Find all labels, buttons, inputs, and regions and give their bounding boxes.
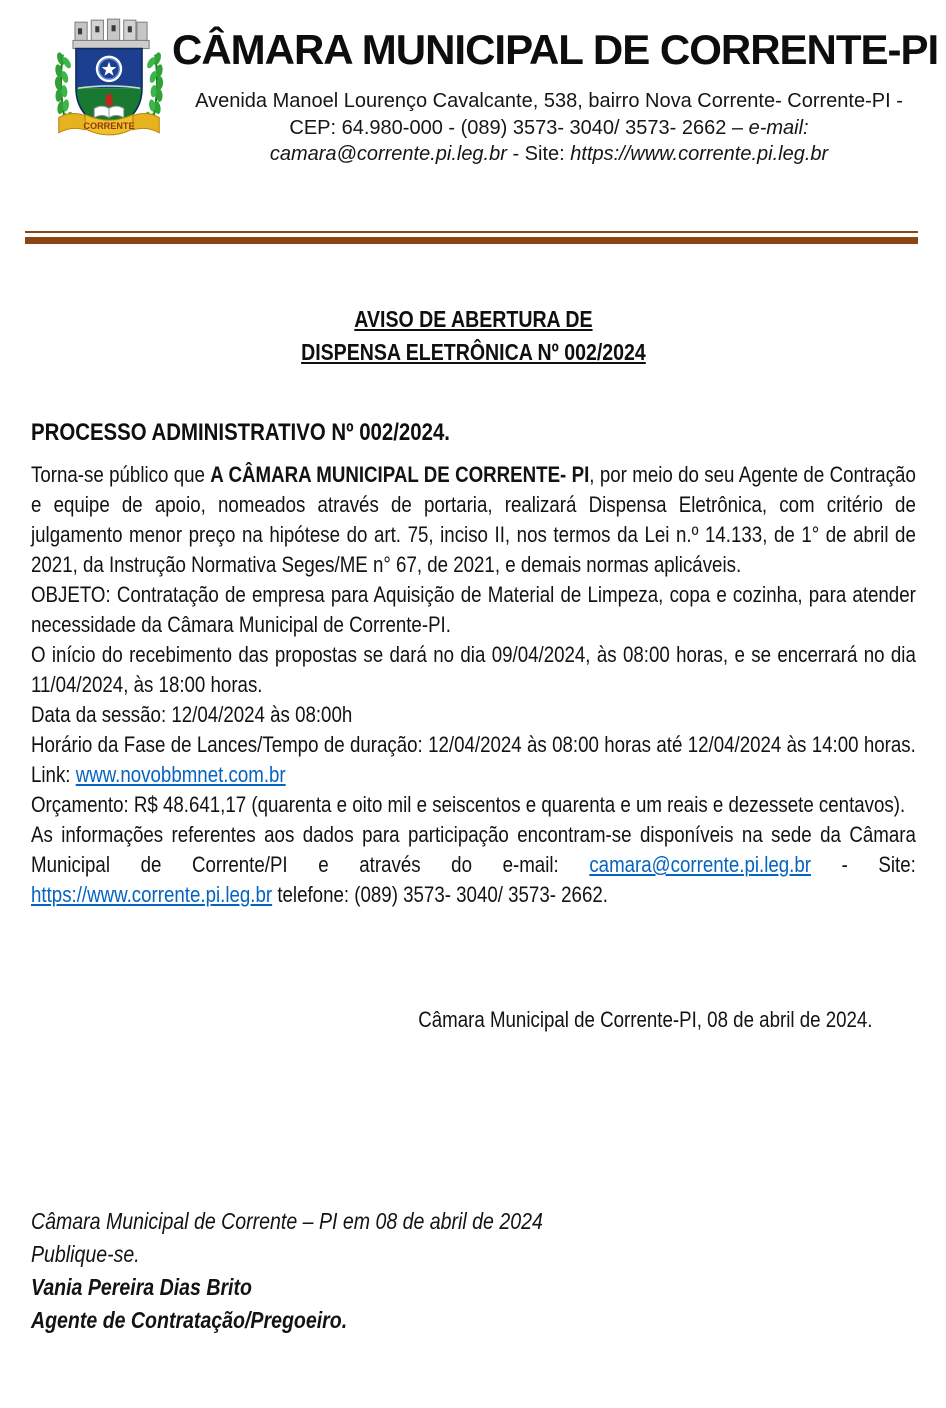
- header-site-text: https://www.corrente.pi.leg.br: [570, 143, 829, 165]
- divider-rule: [25, 231, 918, 244]
- signature-block: [31, 1205, 916, 1337]
- address-line-3: camara@corrente.pi.leg.br - Site: https://www.corrente.pi.leg.br: [269, 143, 829, 165]
- corrente-coat-of-arms-logo: [50, 12, 168, 142]
- body-paragraph-inicio: O início do recebimento das propostas se dará no dia 09/04/2024, às 08:00 horas, e se encerrará no dia 11/04/2024, às 18:00 horas.: [31, 642, 916, 697]
- email-link[interactable]: camara@corrente.pi.leg.br: [589, 852, 811, 877]
- address-line-2: CEP: 64.980-000 - (089) 3573- 3040/ 3573- 2662 – e-mail:: [289, 116, 809, 139]
- header-email-text: camara@corrente.pi.leg.br: [269, 143, 507, 165]
- process-heading: PROCESSO ADMINISTRATIVO Nº 002/2024.: [31, 419, 450, 446]
- notice-title-line-1: AVISO DE ABERTURA DE: [354, 306, 593, 332]
- body-paragraph-orcamento: Orçamento: R$ 48.641,17 (quarenta e oito mil e seiscentos e quarenta e um reais e dezessete centavos).: [31, 792, 906, 817]
- body-paragraph-1: Torna-se público que A CÂMARA MUNICIPAL DE CORRENTE- PI, por meio do seu Agente de Contração e equipe de apoio, nomeados através de portaria, realizará Dispensa Eletrônica, com critério de julgamento menor preço na hipótese do art. 75, inciso II, nos termos da Lei n.º 14.133, de 1° de abril de 2021, da Instrução Normativa Seges/ME n° 67, de 2021, e demais normas aplicáveis.: [31, 462, 916, 577]
- body-paragraph-data-sessao: Data da sessão: 12/04/2024 às 08:00h: [31, 702, 353, 727]
- document-content: [31, 303, 916, 1337]
- body-paragraph-horario: Horário da Fase de Lances/Tempo de duração: 12/04/2024 às 08:00 horas até 12/04/2024 às 14:00 horas. Link: www.novobbmnet.com.br: [31, 732, 916, 787]
- notice-title-line-2: DISPENSA ELETRÔNICA Nº 002/2024: [301, 339, 646, 365]
- ribbon-text: CORRENTE: [83, 120, 135, 131]
- mural-crown-icon: [73, 19, 149, 48]
- signature-line-1: Câmara Municipal de Corrente – PI em 08 de abril de 2024: [31, 1208, 543, 1234]
- closing-date-line: Câmara Municipal de Corrente-PI, 08 de abril de 2024.: [418, 1007, 873, 1032]
- org-name-bold: A CÂMARA MUNICIPAL DE CORRENTE- PI: [210, 462, 590, 487]
- address-line-1: Avenida Manoel Lourenço Cavalcante, 538, bairro Nova Corrente- Corrente-PI -: [195, 90, 903, 112]
- signer-role: Agente de Contratação/Pregoeiro.: [31, 1307, 348, 1333]
- novobbmnet-link[interactable]: www.novobbmnet.com.br: [75, 762, 286, 787]
- signer-name: Vania Pereira Dias Brito: [31, 1274, 252, 1300]
- body-paragraph-informacoes: As informações referentes aos dados para participação encontram-se disponíveis na sede da Câmara Municipal de Corrente/PI e através do e-mail: camara@corrente.pi.leg.br - Site: https://www.corrente.pi.leg.br telefone: (089) 3573- 3040/ 3573- 2662.: [31, 822, 916, 907]
- header-address: [168, 88, 930, 168]
- site-link[interactable]: https://www.corrente.pi.leg.br: [31, 882, 273, 907]
- body-paragraph-objeto: OBJETO: Contratação de empresa para Aquisição de Material de Limpeza, copa e cozinha, para atender necessidade da Câmara Municipal de Corrente-PI.: [31, 582, 916, 637]
- body-text: [31, 460, 916, 910]
- email-label: e-mail:: [748, 116, 809, 139]
- notice-title: [31, 303, 916, 369]
- page-title: CÂMARA MUNICIPAL DE CORRENTE-PI: [172, 26, 939, 73]
- signature-line-2: Publique-se.: [31, 1241, 140, 1267]
